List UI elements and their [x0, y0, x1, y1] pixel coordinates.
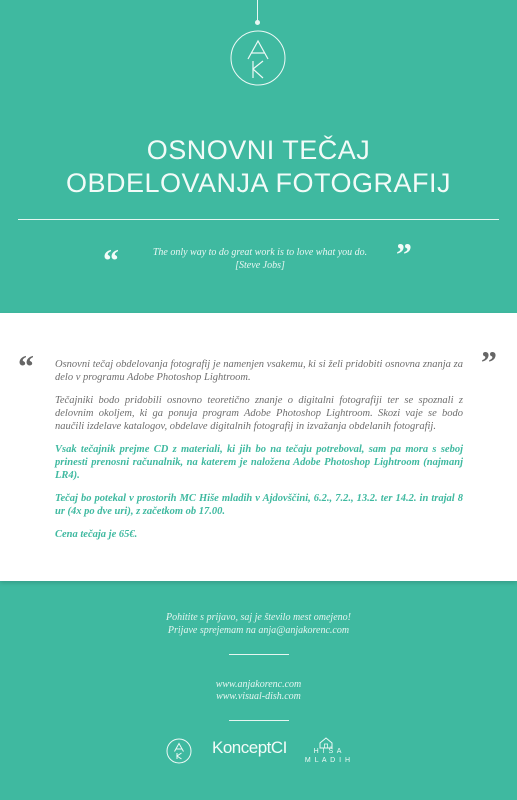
panel-open-quote-icon: “: [18, 348, 34, 384]
hisa-mladih-logo-bottom: M L A D I H: [304, 757, 352, 764]
quote-text: The only way to do great work is to love what you do.: [152, 247, 368, 258]
website-link-2[interactable]: www.visual-dish.com: [216, 691, 301, 702]
course-description: [55, 358, 463, 551]
intro-paragraph: Osnovni tečaj obdelovanja fotografij je namenjen vsakemu, ki si želi pridobiti osnovna znanja za delo v programu Adobe Photoshop Lightroom.: [55, 359, 463, 383]
hanging-string: [257, 0, 258, 22]
header-quote: [130, 246, 390, 272]
title-divider: [18, 219, 499, 220]
panel-close-quote-icon: ”: [481, 344, 497, 380]
koncept-ci-logo: KonceptCI: [212, 738, 287, 757]
page-title-line-1: OSNOVNI TEČAJ: [146, 135, 371, 165]
ak-logo-icon: [228, 28, 288, 88]
materials-paragraph: Vsak tečajnik prejme CD z materiali, ki jih bo na tečaju potreboval, sam pa mora s seboj prinesti prenosni računalnik, na katerem je naložena Adobe Photoshop Lightroom (najmanj LR4).: [55, 444, 463, 481]
quote-author: [Steve Jobs]: [235, 260, 285, 271]
open-quote-icon: “: [103, 242, 119, 278]
website-link-1[interactable]: www.anjakorenc.com: [215, 679, 302, 690]
footer-divider-1: [229, 654, 289, 655]
signup-contact: Prijave sprejemam na anja@anjakorenc.com: [167, 625, 350, 636]
page-title-line-2: OBDELOVANJA FOTOGRAFIJ: [65, 168, 452, 198]
header-section: [0, 0, 517, 313]
ak-small-logo-icon: [166, 738, 192, 764]
hanging-dot: [255, 20, 260, 25]
hisa-mladih-logo-top: H I Š A: [313, 748, 343, 755]
footer-divider-2: [229, 720, 289, 721]
close-quote-icon: ”: [396, 236, 412, 272]
details-paragraph: Tečajniki bodo pridobili osnovno teoretično znanje o digitalni fotografiji ter se spoznali z delovnim okoljem, ki ga ponuja program Adobe Photoshop Lightroom. Skozi vaje se bodo naučili izdelave katalogov, obdelave digitalnih fotografij in izvažanja obdelanih fotografij.: [55, 395, 463, 432]
signup-urge: Pohitite s prijavo, saj je število mest omejeno!: [166, 612, 351, 623]
schedule-paragraph: Tečaj bo potekal v prostorih MC Hiše mladih v Ajdovščini, 6.2., 7.2., 13.2. ter 14.2. in trajal 8 ur (4x po dve uri), z začetkom ob 17.00.: [55, 493, 463, 517]
price-paragraph: Cena tečaja je 65€.: [55, 529, 138, 540]
